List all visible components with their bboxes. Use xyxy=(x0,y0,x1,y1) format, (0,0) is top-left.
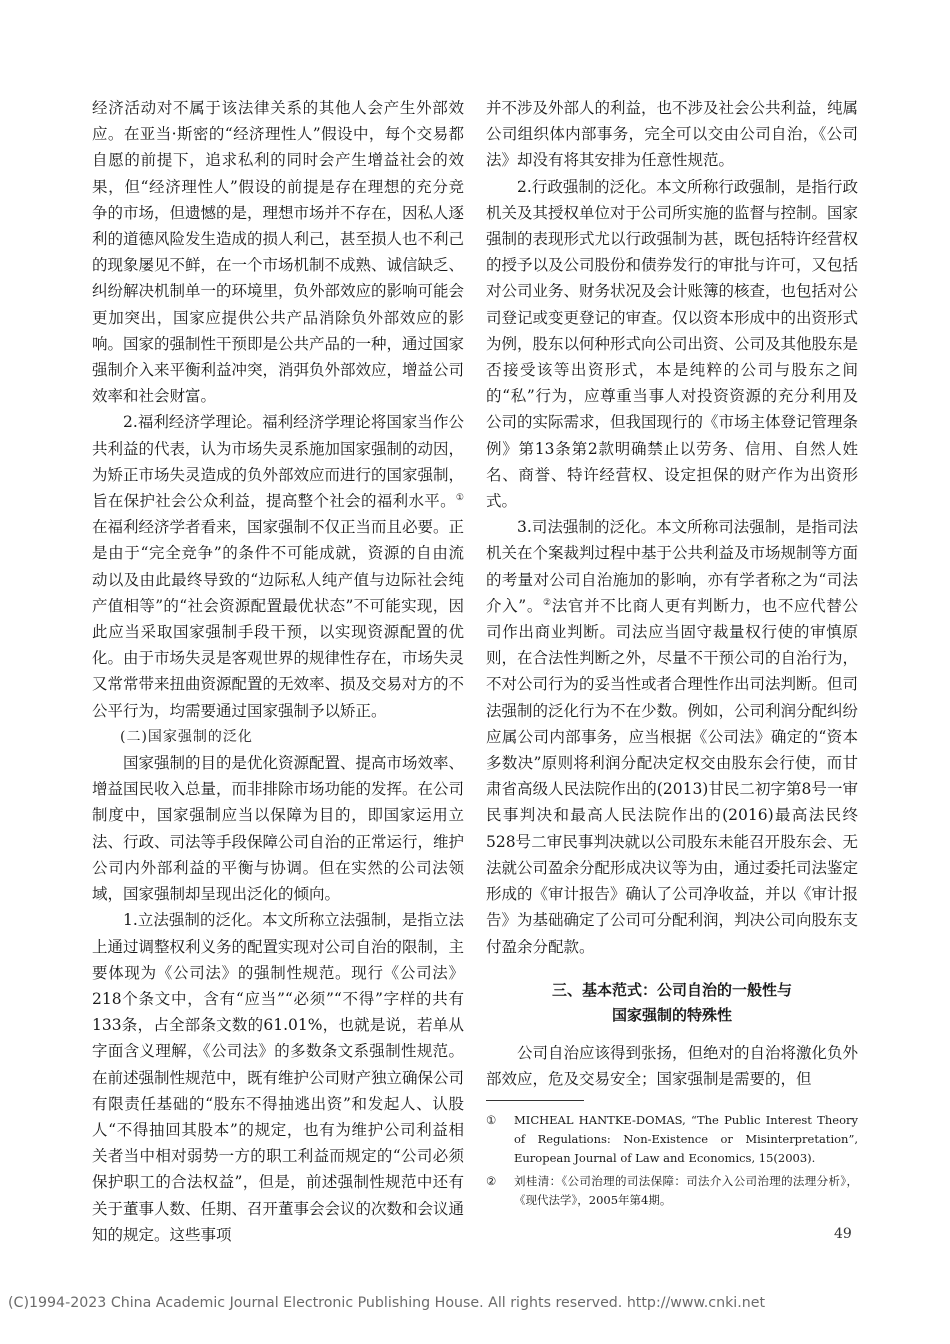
footnote-mark: ① xyxy=(486,1113,497,1128)
paragraph xyxy=(92,409,464,723)
footnote-mark: ② xyxy=(486,1174,497,1189)
subheading: (二)国家强制的泛化 xyxy=(120,728,253,745)
paragraph-text: 3.司法强制的泛化。本文所称司法强制，是指司法机关在个案裁判过程中基于公共利益及市场规制等方面的考量对公司自治施加的影响，亦有学者称之为“司法介入”。 xyxy=(486,518,859,615)
page-number: 49 xyxy=(834,1226,852,1242)
section-heading-line: 三、基本范式：公司自治的一般性与 xyxy=(551,980,792,999)
paragraph-text: 法官并不比商人更有判断力，也不应代替公司作出商业判断。司法应当固守裁量权行使的审慎原则，在合法性判断之外，尽量不干预公司的自治行为，不对公司行为的妥当性或者合理性作出司法判断。但司法强制的泛化行为不在少数。例如，公司利润分配纠纷应属公司内部事务，应当根据《公司法》确定的“资本多数决”原则将利润分配决定权交由股东会行使，而甘肃省高级人民法院作出的(2013)甘民二初字第8号一审民事判决和最高人民法院作出的(2016)最高法民终528号二审民事判决就以公司股东未能召开股东会、无法就公司盈余分配形成决议等为由，通过委托司法鉴定形成的《审计报告》确认了公司净收益，并以《审计报告》为基础确定了公司可分配利润，判决公司向股东支付盈余分配款。 xyxy=(486,596,859,956)
paragraph: 并不涉及外部人的利益，也不涉及社会公共利益，纯属公司组织体内部事务，完全可以交由公司自治，《公司法》却没有将其安排为任意性规范。 xyxy=(486,99,859,170)
footnote-divider xyxy=(486,1100,584,1101)
paragraph: 2.行政强制的泛化。本文所称行政强制，是指行政机关及其授权单位对于公司所实施的监督与控制。国家强制的表现形式尤以行政强制为甚，既包括特许经营权的授予以及公司股份和债券发行的审批与许可，又包括对公司业务、财务状况及会计账簿的核查，也包括对公司登记或变更登记的审查。仅以资本形成中的出资形式为例，股东以何种形式向公司出资、公司及其他股东是否接受该等出资形式，本是纯粹的公司与股东之间的“私”行为，应尊重当事人对投资资源的充分利用及公司的实际需求，但我国现行的《市场主体登记管理条例》第13条第2款明确禁止以劳务、信用、自然人姓名、商誉、特许经营权、设定担保的财产作为出资形式。 xyxy=(486,177,859,511)
paragraph-text: 2.福利经济学理论。福利经济学理论将国家当作公共利益的代表，认为市场失灵系施加国家强制的动因，为矫正市场失灵造成的负外部效应而进行的国家强制，旨在保护社会公众利益，提高整个社会的福利水平。 xyxy=(92,413,465,511)
footnote xyxy=(486,1111,858,1168)
paragraph: 1.立法强制的泛化。本文所称立法强制，是指立法上通过调整权利义务的配置实现对公司自治的限制，主要体现为《公司法》的强制性规范。现行《公司法》218个条文中，含有“应当”“必须”“不得”字样的共有133条，占全部条文数的61.01%，也就是说，若单从字面含义理解，《公司法》的多数条文系强制性规范。在前述强制性规范中，既有维护公司财产独立确保公司有限责任基础的“股东不得抽逃出资”和发起人、认股人“不得抽回其股本”的规定，也有为维护公司利益相关者当中相对弱势一方的职工利益而规定的“公司必须保护职工的合法权益”，但是，前述强制性规范中还有关于董事人数、任期、召开董事会会议的次数和会议通知的规定。这些事项 xyxy=(92,911,465,1244)
left-column xyxy=(92,95,464,1248)
paragraph-text: 在福利经济学者看来，国家强制不仅正当而且必要。正是由于“完全竞争”的条件不可能成就，资源的自由流动以及由此最终导致的“边际私人纯产值与边际社会纯产值相等”的“社会资源配置最优状态”不可能实现，因此应当采取国家强制手段干预，以实现资源配置的优化。由于市场失灵是客观世界的规律性存在，市场失灵又常常带来扭曲资源配置的无效率、损及交易对方的不公平行为，均需要通过国家强制予以矫正。 xyxy=(92,518,465,720)
paragraph xyxy=(486,514,858,959)
footnote xyxy=(486,1172,858,1210)
paragraph: 经济活动对不属于该法律关系的其他人会产生外部效应。在亚当·斯密的“经济理性人”假设中，每个交易都自愿的前提下，追求私利的同时会产生增益社会的效果，但“经济理性人”假设的前提是存在理想的充分竞争的市场，但遗憾的是，理想市场并不存在，因私人逐利的道德风险发生造成的损人利己，甚至损人也不利己的现象屡见不鲜，在一个市场机制不成熟、诚信缺乏、纠纷解决机制单一的环境里，负外部效应的影响可能会更加突出，国家应提供公共产品消除负外部效应的影响。国家的强制性干预即是公共产品的一种，通过国家强制介入来平衡利益冲突，消弭负外部效应，增益公司效率和社会财富。 xyxy=(92,99,465,406)
section-heading-line: 国家强制的特殊性 xyxy=(611,1005,732,1024)
right-column xyxy=(486,95,858,1214)
section-heading xyxy=(486,978,858,1028)
footnote-marker[interactable]: ② xyxy=(543,597,552,608)
paragraph: 国家强制的目的是优化资源配置、提高市场效率、增益国民收入总量，而非排除市场功能的发挥。在公司制度中，国家强制应当以保障为目的，即国家运用立法、行政、司法等手段保障公司自治的正常运行，维护公司内外部利益的平衡与协调。但在实然的公司法领域，国家强制却呈现出泛化的倾向。 xyxy=(92,754,465,904)
footnote-text: MICHEAL HANTKE-DOMAS, “The Public Interest Theory of Regulations: Non-Existence or Misinterpretation”, European Journal of Law and Economics, 15(2003). xyxy=(514,1113,858,1166)
copyright-footer: (C)1994-2023 China Academic Journal Electronic Publishing House. All rights reserved. http://www.cnki.net xyxy=(8,1295,766,1311)
paragraph: 公司自治应该得到张扬，但绝对的自治将激化负外部效应，危及交易安全；国家强制是需要的，但 xyxy=(486,1043,859,1088)
footnote-text: 刘桂清：《公司治理的司法保障：司法介入公司治理的法理分析》，《现代法学》，2005年第4期。 xyxy=(514,1174,858,1208)
footnote-marker[interactable]: ① xyxy=(455,492,464,503)
